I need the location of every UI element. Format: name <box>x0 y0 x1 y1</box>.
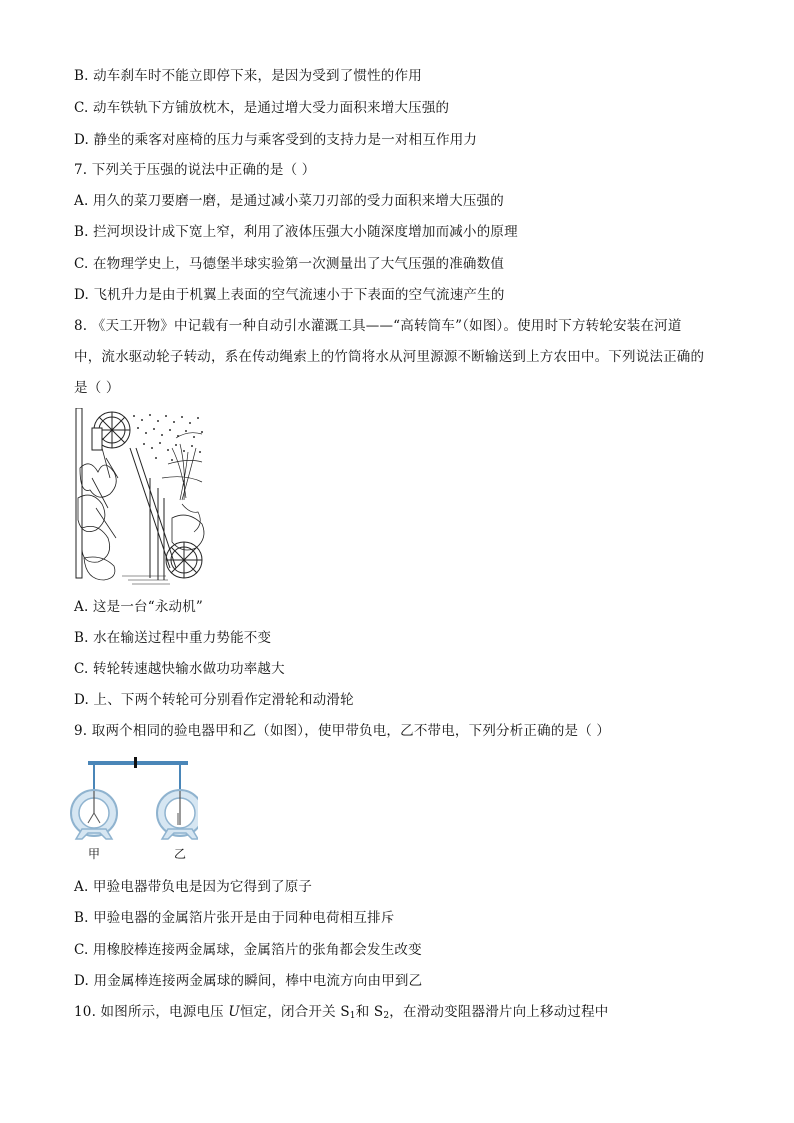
q7-option-d: D. 飞机升力是由于机翼上表面的空气流速小于下表面的空气流速产生的 <box>74 287 505 303</box>
electroscope-jia <box>71 765 117 839</box>
q8-stem-line1: 8. 《天工开物》中记载有一种自动引水灌溉工具——“高转筒车”（如图）。使用时下方转轮安装在河道 <box>74 318 682 334</box>
q6-option-c: C. 动车铁轨下方铺放枕木，是通过增大受力面积来增大压强的 <box>74 100 450 116</box>
electroscope-yi <box>157 765 198 839</box>
q7-stem: 7. 下列关于压强的说法中正确的是（ ） <box>74 162 316 178</box>
q8-stem-line2: 中，流水驱动轮子转动，系在传动绳索上的竹筒将水从河里源源不断输送到上方农田中。下列说法正确的 <box>74 349 705 365</box>
electroscopes-figure <box>68 755 198 863</box>
q9-option-d: D. 用金属棒连接两金属球的瞬间，棒中电流方向由甲到乙 <box>74 973 423 989</box>
label-jia: 甲 <box>88 847 101 861</box>
q7-option-c: C. 在物理学史上，马德堡半球实验第一次测量出了大气压强的准确数值 <box>74 256 505 272</box>
q8-option-c: C. 转轮转速越快输水做功功率越大 <box>74 661 285 677</box>
q9-option-b: B. 甲验电器的金属箔片张开是由于同种电荷相互排斥 <box>74 910 395 926</box>
q10-stem: 10. 如图所示，电源电压 U恒定，闭合开关 $S_1$和 $S_2$，在滑动变阻器滑片向上移动过程中 <box>74 1004 609 1021</box>
q8-option-d: D. 上、下两个转轮可分别看作定滑轮和动滑轮 <box>74 692 354 708</box>
q9-stem: 9. 取两个相同的验电器甲和乙（如图），使甲带负电，乙不带电，下列分析正确的是（ ） <box>74 723 611 739</box>
q6-option-b: B. 动车刹车时不能立即停下来，是因为受到了惯性的作用 <box>74 68 422 84</box>
connecting-rod <box>88 761 188 765</box>
label-yi: 乙 <box>174 847 187 861</box>
q8-option-b: B. 水在输送过程中重力势能不变 <box>74 630 272 646</box>
q9-option-a: A. 甲验电器带负电是因为它得到了原子 <box>74 879 313 895</box>
water-wheel-figure <box>72 408 212 586</box>
bottom-wheel <box>166 542 202 578</box>
q8-stem-line3: 是（ ） <box>74 380 120 396</box>
q7-option-b: B. 拦河坝设计成下宽上窄，利用了液体压强大小随深度增加而减小的原理 <box>74 224 518 240</box>
q9-option-c: C. 用橡胶棒连接两金属球，金属箔片的张角都会发生改变 <box>74 942 422 958</box>
q8-option-a: A. 这是一台“永动机” <box>74 599 204 615</box>
q6-option-d: D. 静坐的乘客对座椅的压力与乘客受到的支持力是一对相互作用力 <box>74 132 478 148</box>
q7-option-a: A. 用久的菜刀要磨一磨，是通过减小菜刀刃部的受力面积来增大压强的 <box>74 193 504 209</box>
